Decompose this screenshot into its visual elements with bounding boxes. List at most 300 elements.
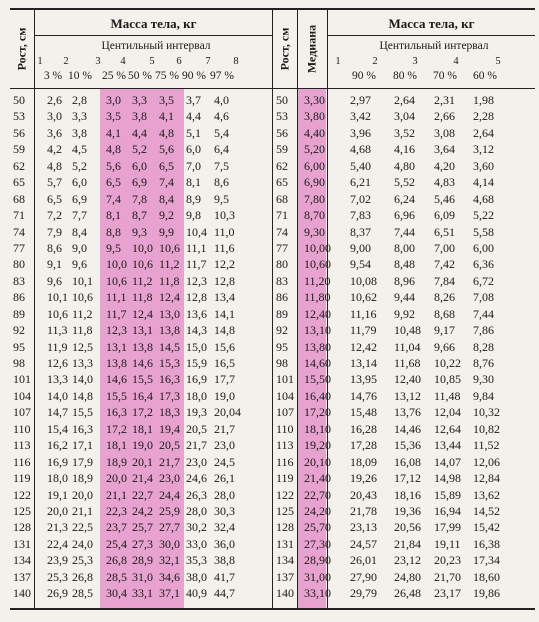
mass-cell: 17,3	[159, 388, 180, 403]
mass-cell: 16,4	[132, 388, 153, 403]
height-cell: 137	[276, 569, 294, 584]
height-label: Рост, см	[14, 27, 29, 71]
mass-cell: 24,4	[159, 487, 180, 502]
table-row	[273, 141, 535, 157]
mass-cell: 25,7	[132, 520, 153, 535]
table-row	[273, 339, 535, 355]
height-cell: 89	[276, 306, 288, 321]
height-cell: 59	[13, 142, 25, 157]
left-boundary-8: 8	[233, 56, 239, 67]
table-row	[273, 92, 535, 108]
median-cell: 21,40	[304, 471, 331, 486]
mass-cell: 21,4	[132, 471, 153, 486]
mass-cell: 23,0	[159, 471, 180, 486]
height-cell: 86	[13, 290, 25, 305]
mass-cell: 33,1	[132, 586, 153, 601]
table-row	[273, 224, 535, 240]
height-label: Рост, см	[277, 27, 292, 71]
table-row	[10, 421, 272, 437]
mass-cell: 28,0	[186, 503, 207, 518]
mass-cell: 12,84	[473, 471, 500, 486]
mass-cell: 4,2	[47, 142, 62, 157]
mass-cell: 10,1	[72, 273, 93, 288]
mass-cell: 7,5	[214, 158, 229, 173]
height-cell: 65	[13, 175, 25, 190]
mass-cell: 10,6	[47, 306, 68, 321]
mass-cell: 26,1	[214, 471, 235, 486]
mass-cell: 2,8	[72, 93, 87, 107]
mass-cell: 5,6	[159, 142, 174, 157]
mass-cell: 9,17	[434, 323, 455, 338]
mass-cell: 19,0	[214, 388, 235, 403]
table-row	[273, 322, 535, 338]
mass-cell: 10,0	[106, 257, 127, 272]
height-cell: 137	[13, 569, 31, 584]
median-column-header	[297, 10, 328, 88]
mass-cell: 9,6	[72, 257, 87, 272]
mass-cell: 9,30	[473, 372, 494, 387]
mass-cell: 14,1	[214, 306, 235, 321]
median-cell: 10,60	[304, 257, 331, 272]
mass-cell: 2,64	[473, 125, 494, 140]
mass-cell: 3,42	[350, 109, 371, 124]
mass-cell: 12,6	[47, 356, 68, 370]
mass-cell: 3,8	[132, 109, 147, 124]
mass-cell: 3,04	[394, 109, 415, 124]
mass-cell: 10,3	[214, 208, 235, 223]
mass-cell: 12,4	[159, 290, 180, 305]
mass-cell: 18,1	[132, 421, 153, 436]
right-boundary-3: 3	[412, 56, 418, 67]
mass-cell: 28,0	[214, 487, 235, 502]
mass-cell: 21,1	[106, 487, 127, 502]
mass-cell: 5,6	[106, 158, 121, 173]
mass-cell: 6,5	[106, 175, 121, 190]
mass-cell: 26,8	[106, 553, 127, 568]
mass-cell: 9,5	[106, 240, 121, 255]
mass-cell: 15,42	[473, 520, 500, 535]
table-row	[273, 470, 535, 486]
mass-cell: 25,3	[47, 569, 68, 584]
left-table-body	[10, 89, 272, 608]
height-cell: 122	[13, 487, 31, 502]
mass-cell: 26,8	[72, 569, 93, 584]
mass-cell: 9,0	[72, 240, 87, 255]
mass-cell: 12,04	[434, 405, 461, 420]
table-row	[10, 174, 272, 190]
height-cell: 65	[276, 175, 288, 190]
mass-cell: 17,28	[350, 438, 377, 453]
mass-cell: 13,1	[132, 323, 153, 338]
mass-cell: 19,3	[186, 405, 207, 420]
mass-cell: 13,44	[434, 438, 461, 453]
mass-cell: 19,1	[47, 487, 68, 502]
height-cell: 71	[13, 208, 25, 223]
median-cell: 33,10	[304, 586, 331, 601]
mass-cell: 18,3	[159, 405, 180, 420]
mass-cell: 6,0	[72, 175, 87, 190]
height-cell: 107	[276, 405, 294, 420]
mass-cell: 11,48	[434, 388, 461, 403]
mass-cell: 7,44	[473, 306, 494, 321]
mass-cell: 38,0	[186, 569, 207, 584]
height-cell: 98	[276, 356, 288, 370]
mass-cell: 4,6	[214, 109, 229, 124]
mass-cell: 3,96	[350, 125, 371, 140]
table-row	[10, 240, 272, 256]
mass-cell: 6,5	[47, 191, 62, 206]
table-row	[273, 207, 535, 223]
mass-cell: 19,86	[473, 586, 500, 601]
mass-cell: 17,2	[106, 421, 127, 436]
median-cell: 11,20	[304, 273, 331, 288]
height-cell: 92	[276, 323, 288, 338]
mass-cell: 16,9	[47, 454, 68, 469]
mass-cell: 15,0	[186, 339, 207, 354]
mass-cell: 4,1	[106, 125, 121, 140]
table-row	[273, 503, 535, 519]
mass-cell: 9,84	[473, 388, 494, 403]
mass-cell: 37,1	[159, 586, 180, 601]
mass-cell: 12,2	[214, 257, 235, 272]
table-row	[273, 454, 535, 470]
mass-cell: 7,86	[473, 323, 494, 338]
mass-cell: 7,8	[132, 191, 147, 206]
mass-cell: 27,90	[350, 569, 377, 584]
median-cell: 4,40	[304, 125, 325, 140]
mass-cell: 12,06	[473, 454, 500, 469]
mass-cell: 8,00	[394, 240, 415, 255]
table-row	[10, 273, 272, 289]
right-boundary-1: 1	[335, 56, 341, 67]
left-percentile-3: 25 %	[102, 70, 126, 82]
mass-cell: 3,5	[106, 109, 121, 124]
mass-cell: 41,7	[214, 569, 235, 584]
mass-cell: 6,5	[159, 158, 174, 173]
right-percentile-1: 90 %	[352, 70, 376, 82]
mass-cell: 15,9	[186, 356, 207, 370]
table-row	[273, 552, 535, 568]
table-row	[273, 569, 535, 585]
height-cell: 80	[13, 257, 25, 272]
median-cell: 3,80	[304, 109, 325, 124]
mass-cell: 13,3	[72, 356, 93, 370]
mass-cell: 6,09	[434, 208, 455, 223]
mass-cell: 6,51	[434, 224, 455, 239]
mass-cell: 14,8	[214, 323, 235, 338]
height-cell: 59	[276, 142, 288, 157]
mass-cell: 4,1	[159, 109, 174, 124]
height-cell: 89	[13, 306, 25, 321]
mass-cell: 7,42	[434, 257, 455, 272]
mass-cell: 23,17	[434, 586, 461, 601]
table-row	[273, 355, 535, 371]
mass-cell: 13,12	[394, 388, 421, 403]
mass-cell: 11,6	[214, 240, 235, 255]
mass-cell: 6,00	[473, 240, 494, 255]
mass-cell: 12,3	[106, 323, 127, 338]
mass-cell: 10,48	[394, 323, 421, 338]
mass-cell: 17,99	[434, 520, 461, 535]
height-cell: 101	[276, 372, 294, 387]
mass-cell: 14,52	[473, 503, 500, 518]
table-row	[10, 191, 272, 207]
mass-cell: 11,3	[47, 323, 68, 338]
mass-cell: 8,6	[47, 240, 62, 255]
median-cell: 22,70	[304, 487, 331, 502]
mass-cell: 21,7	[186, 438, 207, 453]
mass-cell: 10,0	[132, 240, 153, 255]
height-cell: 125	[276, 503, 294, 518]
mass-cell: 7,4	[159, 175, 174, 190]
mass-cell: 3,3	[72, 109, 87, 124]
mass-cell: 36,0	[214, 536, 235, 551]
mass-cell: 12,8	[214, 273, 235, 288]
mass-cell: 11,8	[72, 323, 93, 338]
table-row	[10, 470, 272, 486]
median-label: Медиана	[304, 24, 319, 74]
mass-cell: 13,8	[159, 323, 180, 338]
right-table-body	[273, 89, 535, 608]
mass-cell: 11,04	[394, 339, 421, 354]
mass-cell: 30,3	[214, 503, 235, 518]
mass-cell: 10,85	[434, 372, 461, 387]
mass-cell: 15,6	[214, 339, 235, 354]
mass-cell: 12,8	[186, 290, 207, 305]
table-row	[10, 355, 272, 371]
height-cell: 80	[276, 257, 288, 272]
height-cell: 101	[13, 372, 31, 387]
mass-cell: 12,42	[350, 339, 377, 354]
height-cell: 104	[13, 388, 31, 403]
table-row	[273, 536, 535, 552]
mass-cell: 5,22	[473, 208, 494, 223]
mass-cell: 21,1	[72, 503, 93, 518]
mass-cell: 16,94	[434, 503, 461, 518]
mass-cell: 14,98	[434, 471, 461, 486]
median-cell: 8,70	[304, 208, 325, 223]
mass-cell: 11,2	[72, 306, 93, 321]
mass-cell: 20,0	[106, 471, 127, 486]
table-row	[273, 191, 535, 207]
mass-cell: 19,26	[350, 471, 377, 486]
left-boundary-1: 1	[37, 56, 43, 67]
height-cell: 110	[13, 421, 31, 436]
mass-cell: 9,00	[350, 240, 371, 255]
mass-cell: 24,0	[72, 536, 93, 551]
mass-title: Масса тела, кг	[328, 13, 535, 36]
height-cell: 107	[13, 405, 31, 420]
height-cell: 92	[13, 323, 25, 338]
mass-cell: 5,2	[72, 158, 87, 173]
height-cell: 125	[13, 503, 31, 518]
mass-cell: 14,0	[47, 388, 68, 403]
mass-cell: 11,2	[132, 273, 153, 288]
mass-cell: 16,5	[214, 356, 235, 370]
median-cell: 7,80	[304, 191, 325, 206]
median-cell: 20,10	[304, 454, 331, 469]
right-percentile-2: 80 %	[393, 70, 417, 82]
mass-cell: 11,7	[106, 306, 127, 321]
height-cell: 104	[276, 388, 294, 403]
mass-cell: 28,9	[132, 553, 153, 568]
height-column-header	[273, 10, 298, 88]
mass-cell: 32,1	[159, 553, 180, 568]
mass-cell: 20,5	[186, 421, 207, 436]
mass-cell: 13,76	[394, 405, 421, 420]
mass-cell: 11,7	[186, 257, 207, 272]
mass-cell: 24,6	[186, 471, 207, 486]
mass-cell: 5,7	[47, 175, 62, 190]
mass-cell: 25,4	[106, 536, 127, 551]
mass-cell: 19,36	[394, 503, 421, 518]
mass-cell: 15,4	[47, 421, 68, 436]
mass-cell: 14,8	[72, 388, 93, 403]
mass-cell: 17,12	[394, 471, 421, 486]
mass-cell: 9,44	[394, 290, 415, 305]
mass-cell: 30,2	[186, 520, 207, 535]
mass-cell: 19,4	[159, 421, 180, 436]
median-cell: 13,10	[304, 323, 331, 338]
mass-cell: 25,9	[159, 503, 180, 518]
mass-cell: 7,44	[394, 224, 415, 239]
mass-cell: 22,4	[47, 536, 68, 551]
mass-cell: 10,62	[350, 290, 377, 305]
mass-cell: 21,7	[214, 421, 235, 436]
mass-cell: 20,04	[214, 405, 241, 420]
mass-cell: 8,76	[473, 356, 494, 370]
left-boundary-7: 7	[205, 56, 211, 67]
mass-cell: 12,40	[394, 372, 421, 387]
mass-cell: 17,34	[473, 553, 500, 568]
table-row	[273, 289, 535, 305]
table-row	[273, 371, 535, 387]
table-row	[10, 569, 272, 585]
mass-cell: 11,68	[394, 356, 421, 370]
mass-cell: 18,1	[106, 438, 127, 453]
table-row	[273, 125, 535, 141]
height-cell: 131	[13, 536, 31, 551]
mass-cell: 3,0	[47, 109, 62, 124]
mass-cell: 4,68	[473, 191, 494, 206]
centile-interval-title: Центильный интервал	[101, 40, 211, 52]
mass-cell: 3,08	[434, 125, 455, 140]
height-cell: 116	[13, 454, 31, 469]
mass-cell: 11,9	[47, 339, 68, 354]
median-cell: 9,30	[304, 224, 325, 239]
centile-table-right	[272, 8, 535, 610]
mass-cell: 21,3	[47, 520, 68, 535]
centile-interval-title: Центильный интервал	[379, 40, 489, 52]
median-cell: 6,90	[304, 175, 325, 190]
mass-cell: 4,4	[132, 125, 147, 140]
mass-cell: 19,11	[434, 536, 461, 551]
mass-cell: 6,21	[350, 175, 371, 190]
mass-cell: 20,0	[72, 487, 93, 502]
median-cell: 24,20	[304, 503, 331, 518]
mass-cell: 24,80	[394, 569, 421, 584]
height-cell: 134	[13, 553, 31, 568]
table-row	[10, 125, 272, 141]
mass-cell: 26,3	[186, 487, 207, 502]
mass-cell: 15,3	[159, 356, 180, 370]
mass-cell: 5,2	[132, 142, 147, 157]
mass-cell: 30,4	[106, 586, 127, 601]
table-row	[10, 289, 272, 305]
table-row	[10, 536, 272, 552]
mass-cell: 12,64	[434, 421, 461, 436]
mass-cell: 10,6	[72, 290, 93, 305]
table-row	[273, 437, 535, 453]
mass-cell: 8,9	[186, 191, 201, 206]
mass-cell: 18,0	[186, 388, 207, 403]
mass-cell: 5,52	[394, 175, 415, 190]
mass-cell: 8,1	[106, 208, 121, 223]
mass-cell: 3,7	[186, 93, 201, 107]
table-row	[10, 487, 272, 503]
mass-cell: 4,8	[159, 125, 174, 140]
height-cell: 116	[276, 454, 294, 469]
median-cell: 15,50	[304, 372, 331, 387]
table-row	[10, 207, 272, 223]
centile-table-left	[10, 8, 272, 610]
mass-cell: 26,48	[394, 586, 421, 601]
height-cell: 98	[13, 356, 25, 370]
mass-cell: 14,76	[350, 388, 377, 403]
median-cell: 28,90	[304, 553, 331, 568]
mass-cell: 18,60	[473, 569, 500, 584]
mass-cell: 8,7	[132, 208, 147, 223]
height-cell: 110	[276, 421, 294, 436]
median-cell: 25,70	[304, 520, 331, 535]
mass-cell: 23,7	[106, 520, 127, 535]
mass-cell: 3,12	[473, 142, 494, 157]
height-cell: 113	[13, 438, 31, 453]
median-cell: 5,20	[304, 142, 325, 157]
mass-cell: 38,8	[214, 553, 235, 568]
table-row	[273, 388, 535, 404]
mass-cell: 27,7	[159, 520, 180, 535]
left-boundary-5: 5	[149, 56, 155, 67]
table-row	[10, 108, 272, 124]
mass-cell: 10,1	[47, 290, 68, 305]
mass-cell: 13,8	[106, 356, 127, 370]
mass-cell: 14,0	[72, 372, 93, 387]
mass-cell: 11,0	[214, 224, 235, 239]
mass-cell: 13,0	[159, 306, 180, 321]
mass-cell: 7,4	[106, 191, 121, 206]
mass-cell: 23,13	[350, 520, 377, 535]
table-row	[10, 371, 272, 387]
mass-cell: 14,3	[186, 323, 207, 338]
table-row	[10, 519, 272, 535]
mass-cell: 4,14	[473, 175, 494, 190]
mass-cell: 11,52	[473, 438, 500, 453]
mass-cell: 6,96	[394, 208, 415, 223]
mass-cell: 3,60	[473, 158, 494, 173]
mass-cell: 6,9	[132, 175, 147, 190]
mass-cell: 18,9	[106, 454, 127, 469]
height-cell: 134	[276, 553, 294, 568]
table-row	[10, 552, 272, 568]
mass-cell: 5,4	[214, 125, 229, 140]
mass-cell: 6,72	[473, 273, 494, 288]
mass-cell: 7,9	[47, 224, 62, 239]
left-boundary-6: 6	[176, 56, 182, 67]
median-cell: 17,20	[304, 405, 331, 420]
mass-cell: 8,48	[394, 257, 415, 272]
table-row	[10, 224, 272, 240]
